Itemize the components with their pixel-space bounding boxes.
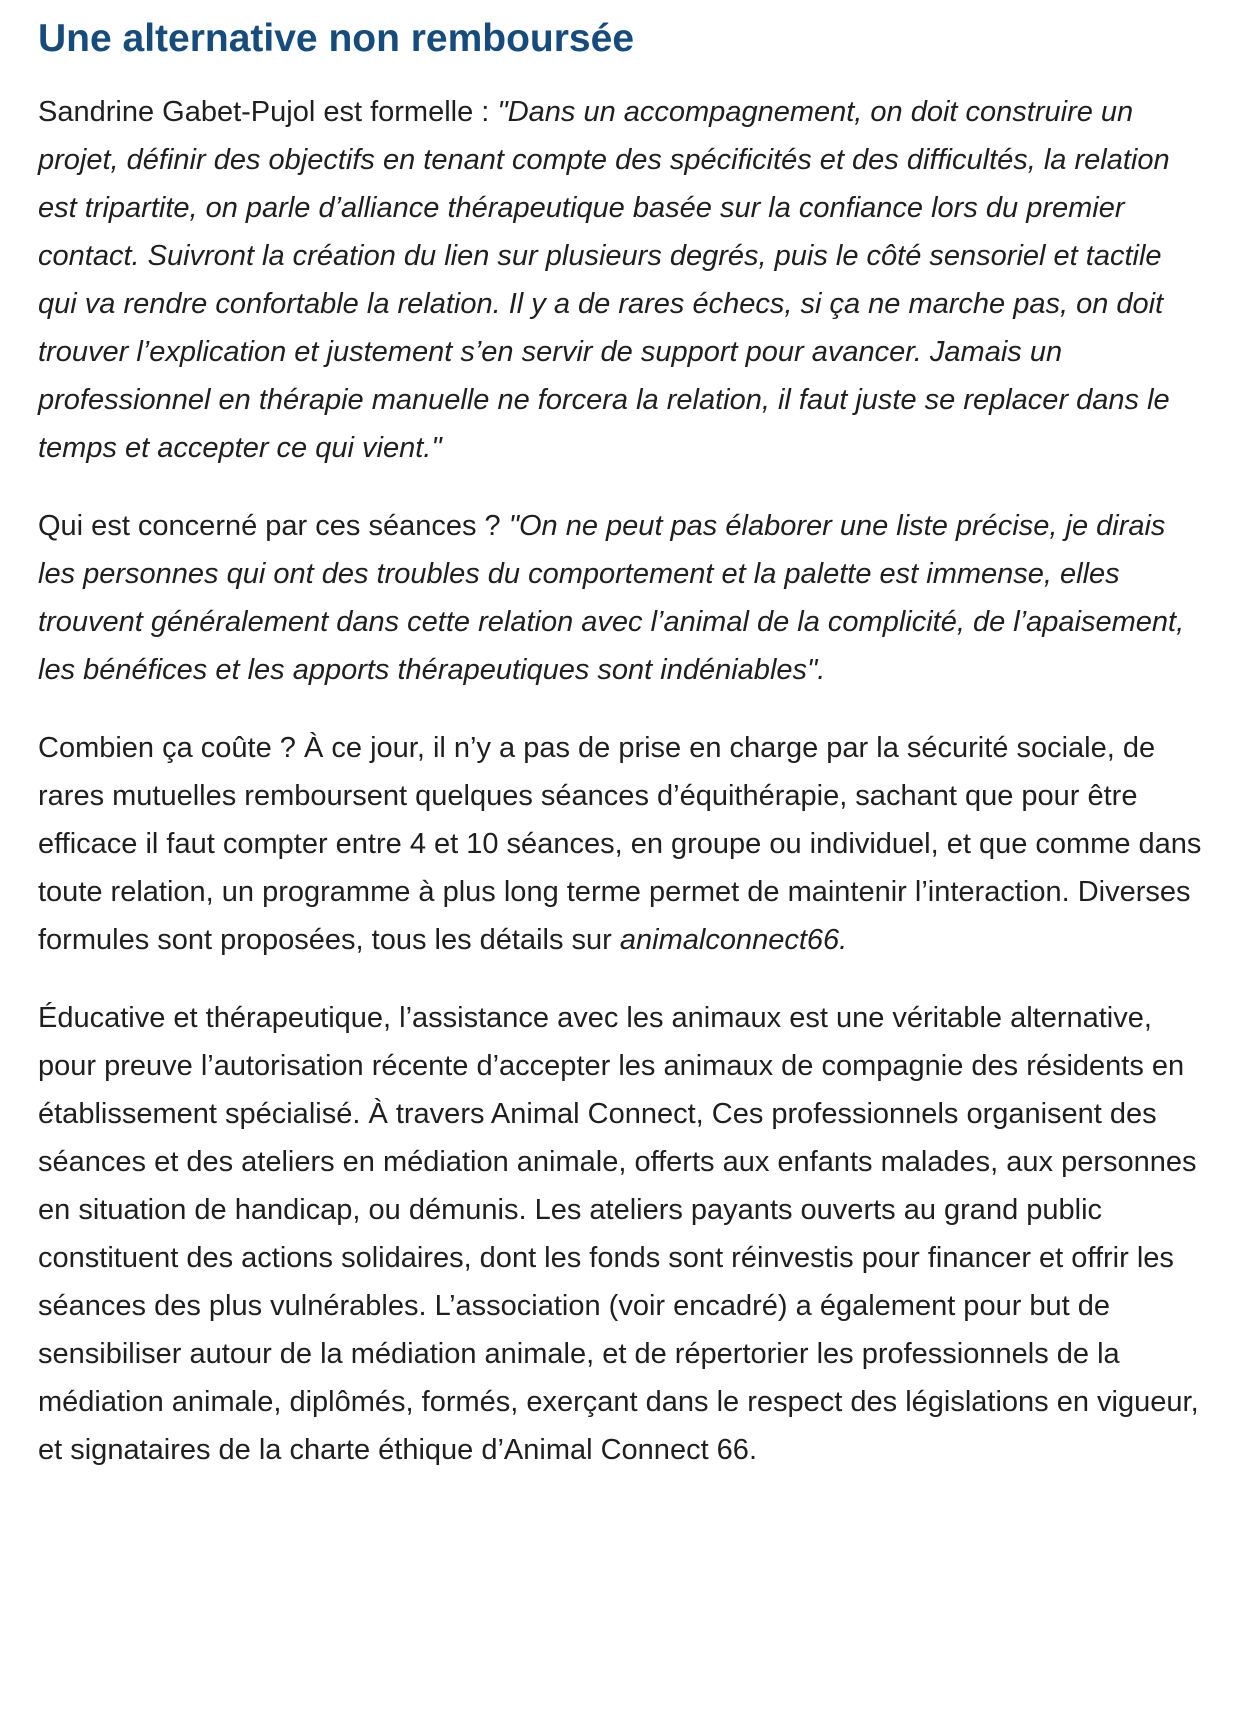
paragraph-cost bbox=[38, 724, 1202, 964]
paragraph-lead: Sandrine Gabet-Pujol est formelle : bbox=[38, 96, 498, 128]
article-title: Une alternative non remboursée bbox=[38, 17, 635, 60]
paragraph-lead: Éducative et thérapeutique, l’assistance avec les animaux est une véritable alternative, pour preuve l’autorisation récente d’accepter les animaux de compagnie des résidents en établissement spécialisé. À travers Animal Connect, Ces professionnels organisent des séances et des ateliers en médiation animale, offerts aux enfants malades, aux personnes en situation de handicap, ou démunis. Les ateliers payants ouverts au grand public constituent des actions solidaires, dont les fonds sont réinvestis pour financer et offrir les séances des plus vulnérables. L’association (voir encadré) a également pour but de sensibiliser autour de la médiation animale, et de répertorier les professionnels de la médiation animale, diplômés, formés, exerçant dans le respect des législations en vigueur, et signataires de la charte éthique d’Animal Connect 66. bbox=[38, 1002, 1199, 1466]
paragraph-lead: Qui est concerné par ces séances ? bbox=[38, 510, 509, 542]
paragraph-sandrine-quote bbox=[38, 88, 1202, 472]
paragraph-who-concerned bbox=[38, 502, 1202, 694]
paragraph-quote: "Dans un accompagnement, on doit construire un projet, définir des objectifs en tenant compte des spécificités et des difficultés, la relation est tripartite, on parle d’alliance thérapeutique basée sur la confiance lors du premier contact. Suivront la création du lien sur plusieurs degrés, puis le côté sensoriel et tactile qui va rendre confortable la relation. Il y a de rares échecs, si ça ne marche pas, on doit trouver l’explication et justement s’en servir de support pour avancer. Jamais un professionnel en thérapie manuelle ne forcera la relation, il faut juste se replacer dans le temps et accepter ce qui vient." bbox=[38, 96, 1170, 464]
paragraph-quote: "On ne peut pas élaborer une liste précise, je dirais les personnes qui ont des troubles du comportement et la palette est immense, elles trouvent généralement dans cette relation avec l’animal de la complicité, de l’apaisement, les bénéfices et les apports thérapeutiques sont indéniables". bbox=[38, 510, 1185, 686]
paragraph-lead: Combien ça coûte ? À ce jour, il n’y a pas de prise en charge par la sécurité sociale, de rares mutuelles remboursent quelques séances d’équithérapie, sachant que pour être efficace il faut compter entre 4 et 10 séances, en groupe ou individuel, et que comme dans toute relation, un programme à plus long terme permet de maintenir l’interaction. Diverses formules sont proposées, tous les détails sur bbox=[38, 732, 1202, 956]
animalconnect-reference: animalconnect66. bbox=[619, 924, 848, 956]
paragraph-educative bbox=[38, 994, 1202, 1474]
